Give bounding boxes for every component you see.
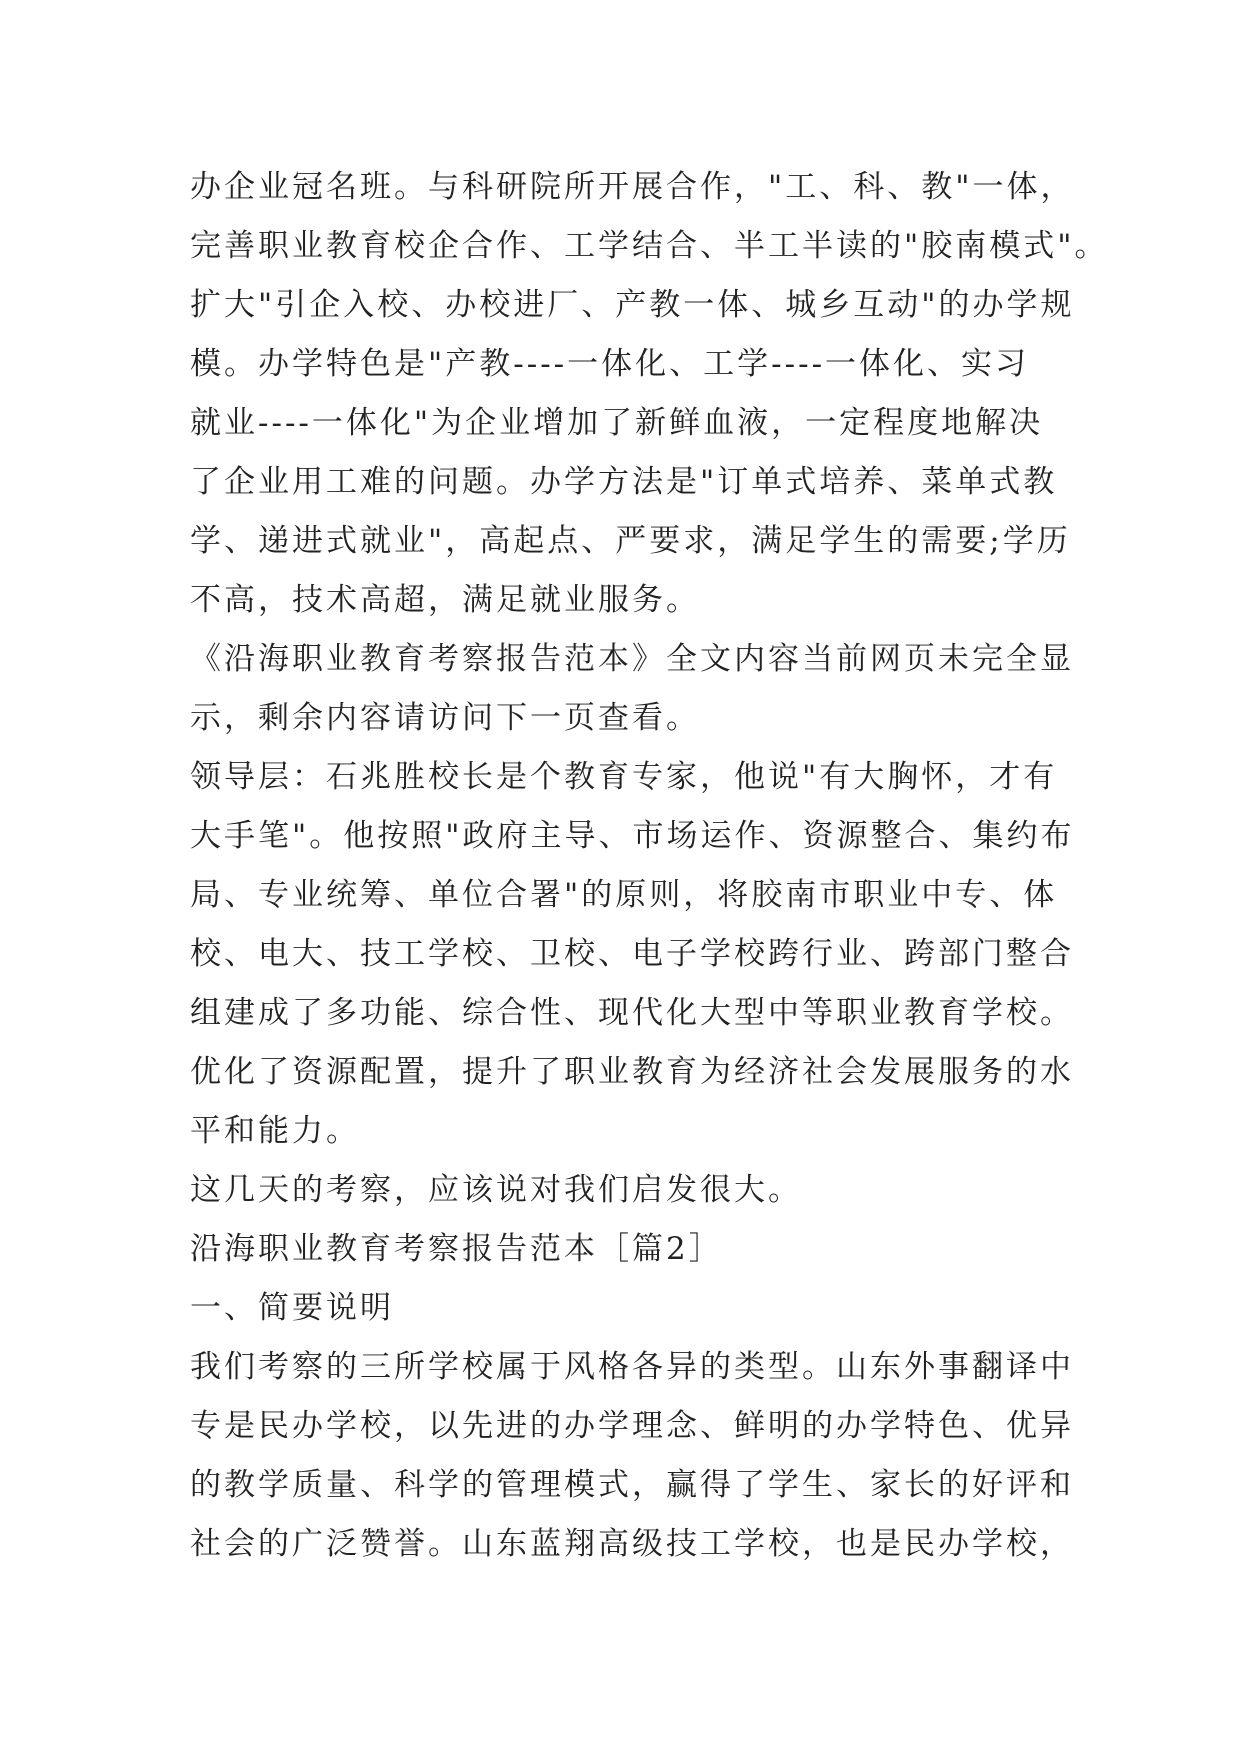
text-line: 办企业冠名班。与科研院所开展合作，"工、科、教"一体， [190, 169, 1075, 205]
text-line: 社会的广泛赞誉。山东蓝翔高级技工学校，也是民办学校， [190, 1526, 1074, 1562]
text-line: 领导层：石兆胜校长是个教育专家，他说"有大胸怀，才有 [190, 759, 1058, 795]
text-line: 完善职业教育校企合作、工学结合、半工半读的"胶南模式"。 [190, 228, 1109, 264]
text-line: 优化了资源配置，提升了职业教育为经济社会发展服务的水 [190, 1054, 1074, 1090]
text-line: 局、专业统筹、单位合署"的原则，将胶南市职业中专、体 [190, 877, 1058, 913]
document-body [190, 158, 1109, 1574]
text-line: 校、电大、技工学校、卫校、电子学校跨行业、跨部门整合 [190, 936, 1074, 972]
text-line: 这几天的考察，应该说对我们启发很大。 [190, 1172, 802, 1208]
subsection-heading: 一、简要说明 [190, 1290, 394, 1326]
text-line: 我们考察的三所学校属于风格各异的类型。山东外事翻译中 [190, 1349, 1074, 1385]
text-line: 《沿海职业教育考察报告范本》全文内容当前网页未完全显 [190, 641, 1074, 677]
text-line: 模。办学特色是"产教----一体化、工学----一体化、实习 [190, 346, 1030, 382]
text-line: 学、递进式就业"，高起点、严要求，满足学生的需要;学历 [190, 523, 1071, 559]
section-heading: 沿海职业教育考察报告范本［篇2］ [190, 1231, 723, 1267]
text-line: 不高，技术高超，满足就业服务。 [190, 582, 700, 618]
text-line: 专是民办学校，以先进的办学理念、鲜明的办学特色、优异 [190, 1408, 1074, 1444]
text-line: 了企业用工难的问题。办学方法是"订单式培养、菜单式教 [190, 464, 1058, 500]
text-line: 示，剩余内容请访问下一页查看。 [190, 700, 700, 736]
text-line: 大手笔"。他按照"政府主导、市场运作、资源整合、集约布 [190, 818, 1075, 854]
text-line: 平和能力。 [190, 1113, 360, 1149]
text-line: 组建成了多功能、综合性、现代化大型中等职业教育学校。 [190, 995, 1074, 1031]
text-line: 就业----一体化"为企业增加了新鲜血液，一定程度地解决 [190, 405, 1044, 441]
text-line: 扩大"引企入校、办校进厂、产教一体、城乡互动"的办学规 [190, 287, 1075, 323]
text-line: 的教学质量、科学的管理模式，赢得了学生、家长的好评和 [190, 1467, 1074, 1503]
